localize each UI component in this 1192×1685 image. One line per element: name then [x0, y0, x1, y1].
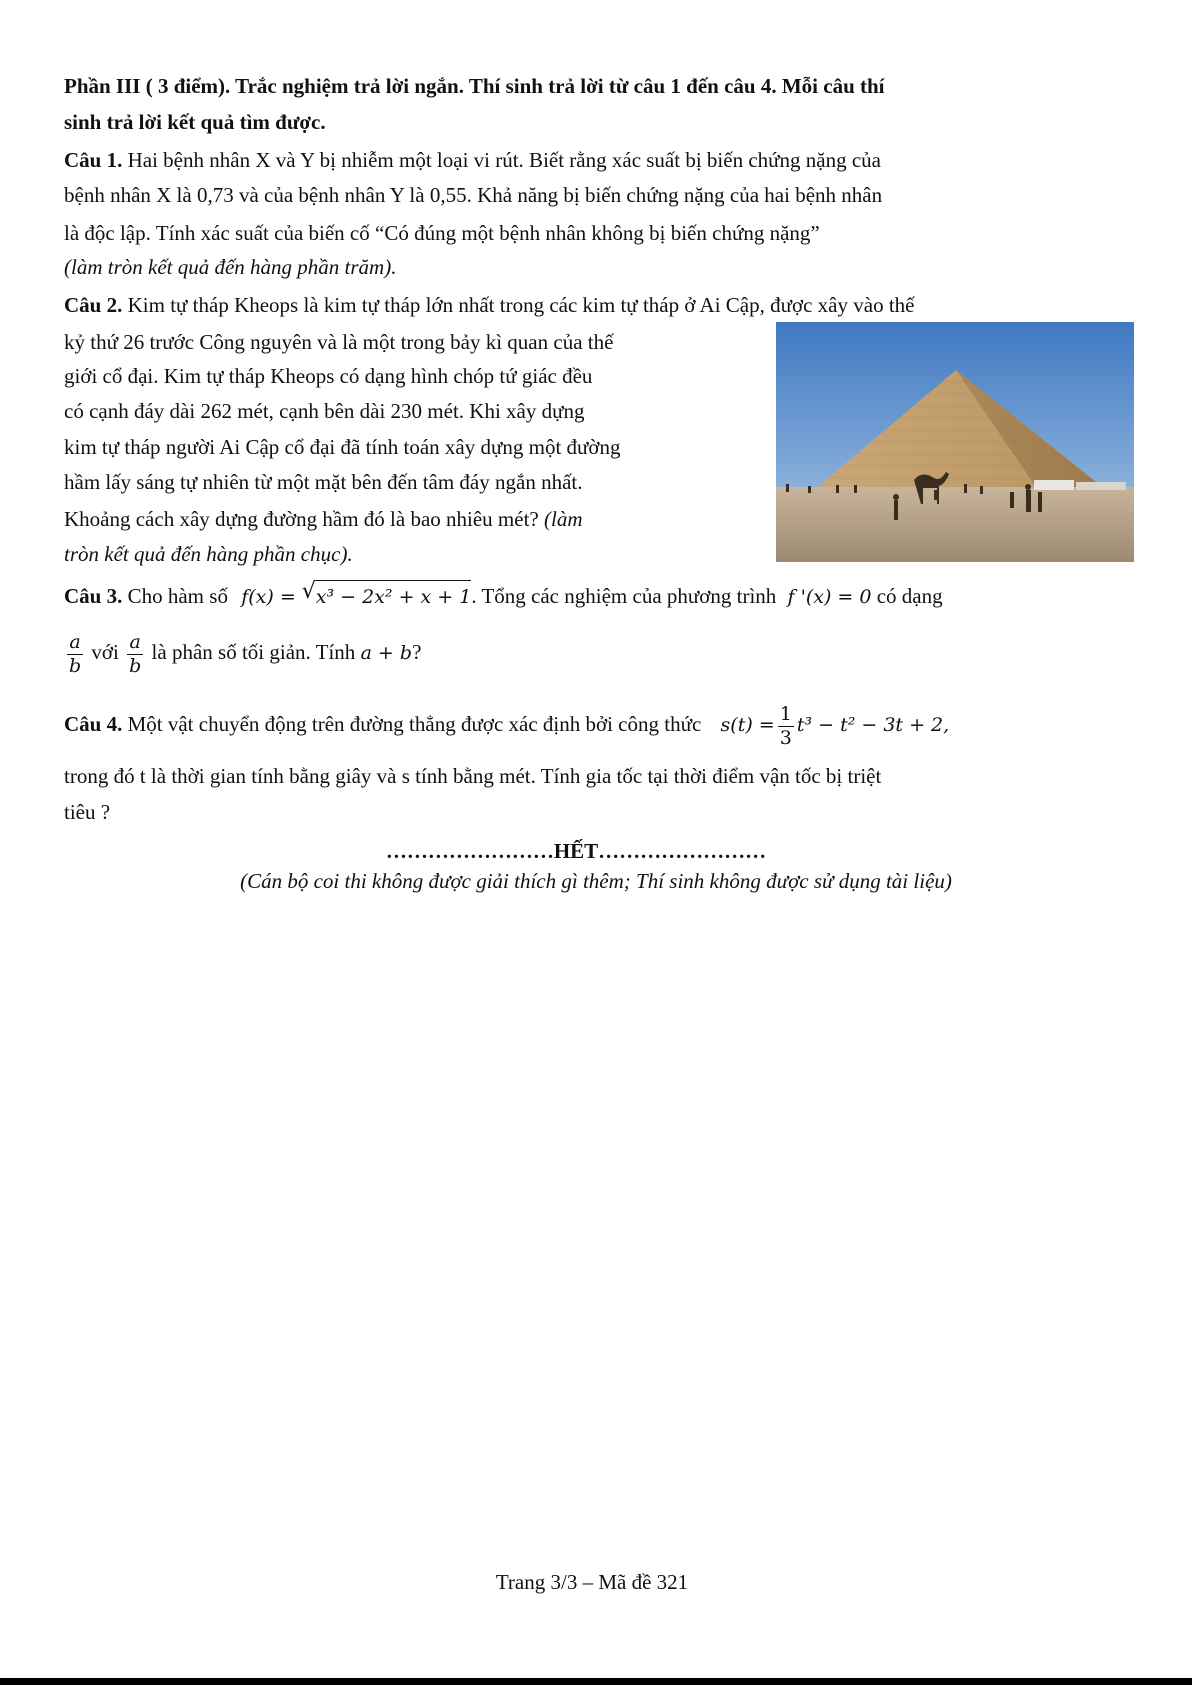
- sum-expression: a + b: [360, 642, 413, 664]
- bottom-edge: [0, 1678, 1192, 1685]
- fraction-a-over-b: $\frac{a}{b}$: [69, 630, 82, 677]
- motion-formula: s(t) = $\frac{1}{3}$ t³ − t² − 3t + 2,: [720, 702, 950, 749]
- question-2-line3: giới cổ đại. Kim tự tháp Kheops có dạng hình chóp tứ giác đều: [64, 364, 593, 388]
- question-2-line4: có cạnh đáy dài 262 mét, cạnh bên dài 230 mét. Khi xây dựng: [64, 399, 585, 423]
- question-3-line2: $\frac{a}{b}$ với $\frac{a}{b}$ là phân số tối giản. Tính a + b?: [69, 630, 422, 677]
- section-heading-line1: Phần III ( 3 điểm). Trắc nghiệm trả lời ngắn. Thí sinh trả lời từ câu 1 đến câu 4. Mỗi câu thí: [64, 74, 885, 98]
- desert-ground: [776, 487, 1134, 562]
- question-1-note: (làm tròn kết quả đến hàng phần trăm).: [64, 255, 397, 279]
- question-3-line1: Câu 3. Cho hàm số f(x) = √ x³ − 2x² + x + 1. Tổng các nghiệm của phương trình f '(x) = 0 có dạng: [64, 580, 943, 612]
- end-marker: ……………………HẾT……………………: [385, 839, 767, 863]
- question-2-line6: hầm lấy sáng tự nhiên từ một mặt bên đến tâm đáy ngắn nhất.: [64, 470, 583, 494]
- question-1-line3: là độc lập. Tính xác suất của biến cố “Có đúng một bệnh nhân không bị biến chứng nặng”: [64, 221, 820, 245]
- question-1-line2: bệnh nhân X là 0,73 và của bệnh nhân Y là 0,55. Khả năng bị biến chứng nặng của hai bệnh nhân: [64, 183, 883, 207]
- question-2-note: tròn kết quả đến hàng phần chục).: [64, 542, 353, 566]
- pyramid-photo: [776, 322, 1134, 562]
- page-footer: Trang 3/3 – Mã đề 321: [495, 1570, 689, 1594]
- question-4-label: Câu 4.: [64, 712, 123, 736]
- function-definition: f(x) = √ x³ − 2x² + x + 1: [241, 586, 471, 608]
- question-2-line7: Khoảng cách xây dựng đường hầm đó là bao nhiêu mét? (làm: [64, 507, 583, 531]
- fraction-a-over-b-2: $\frac{a}{b}$: [129, 630, 142, 677]
- distant-building: [1034, 480, 1074, 490]
- derivative-equation: f '(x) = 0: [787, 586, 872, 608]
- question-2-label: Câu 2.: [64, 293, 123, 317]
- question-2-line1: Câu 2. Kim tự tháp Kheops là kim tự tháp lớn nhất trong các kim tự tháp ở Ai Cập, được xây vào thế: [64, 293, 915, 317]
- section-heading-line2: sinh trả lời kết quả tìm được.: [64, 110, 326, 134]
- question-3-label: Câu 3.: [64, 584, 123, 608]
- question-4-line1: Câu 4. Một vật chuyển động trên đường thẳng được xác định bởi công thức s(t) = $\frac{1}{3}$ t³ − t² − 3t + 2,: [64, 702, 950, 749]
- question-1-label: Câu 1.: [64, 148, 123, 172]
- question-2-line2: kỷ thứ 26 trước Công nguyên và là một trong bảy kì quan của thế: [64, 330, 614, 354]
- invigilator-note: (Cán bộ coi thi không được giải thích gì thêm; Thí sinh không được sử dụng tài liệu): [240, 869, 952, 893]
- question-4-line2: trong đó t là thời gian tính bằng giây và s tính bằng mét. Tính gia tốc tại thời điểm vận tốc bị triệt: [64, 764, 882, 788]
- question-4-line3: tiêu ?: [64, 800, 111, 824]
- question-1-line1: Câu 1. Hai bệnh nhân X và Y bị nhiễm một loại vi rút. Biết rằng xác suất bị biến chứng nặng của: [64, 148, 881, 172]
- square-root: √ x³ − 2x² + x + 1: [302, 580, 472, 612]
- question-2-line5: kim tự tháp người Ai Cập cổ đại đã tính toán xây dựng một đường: [64, 435, 621, 459]
